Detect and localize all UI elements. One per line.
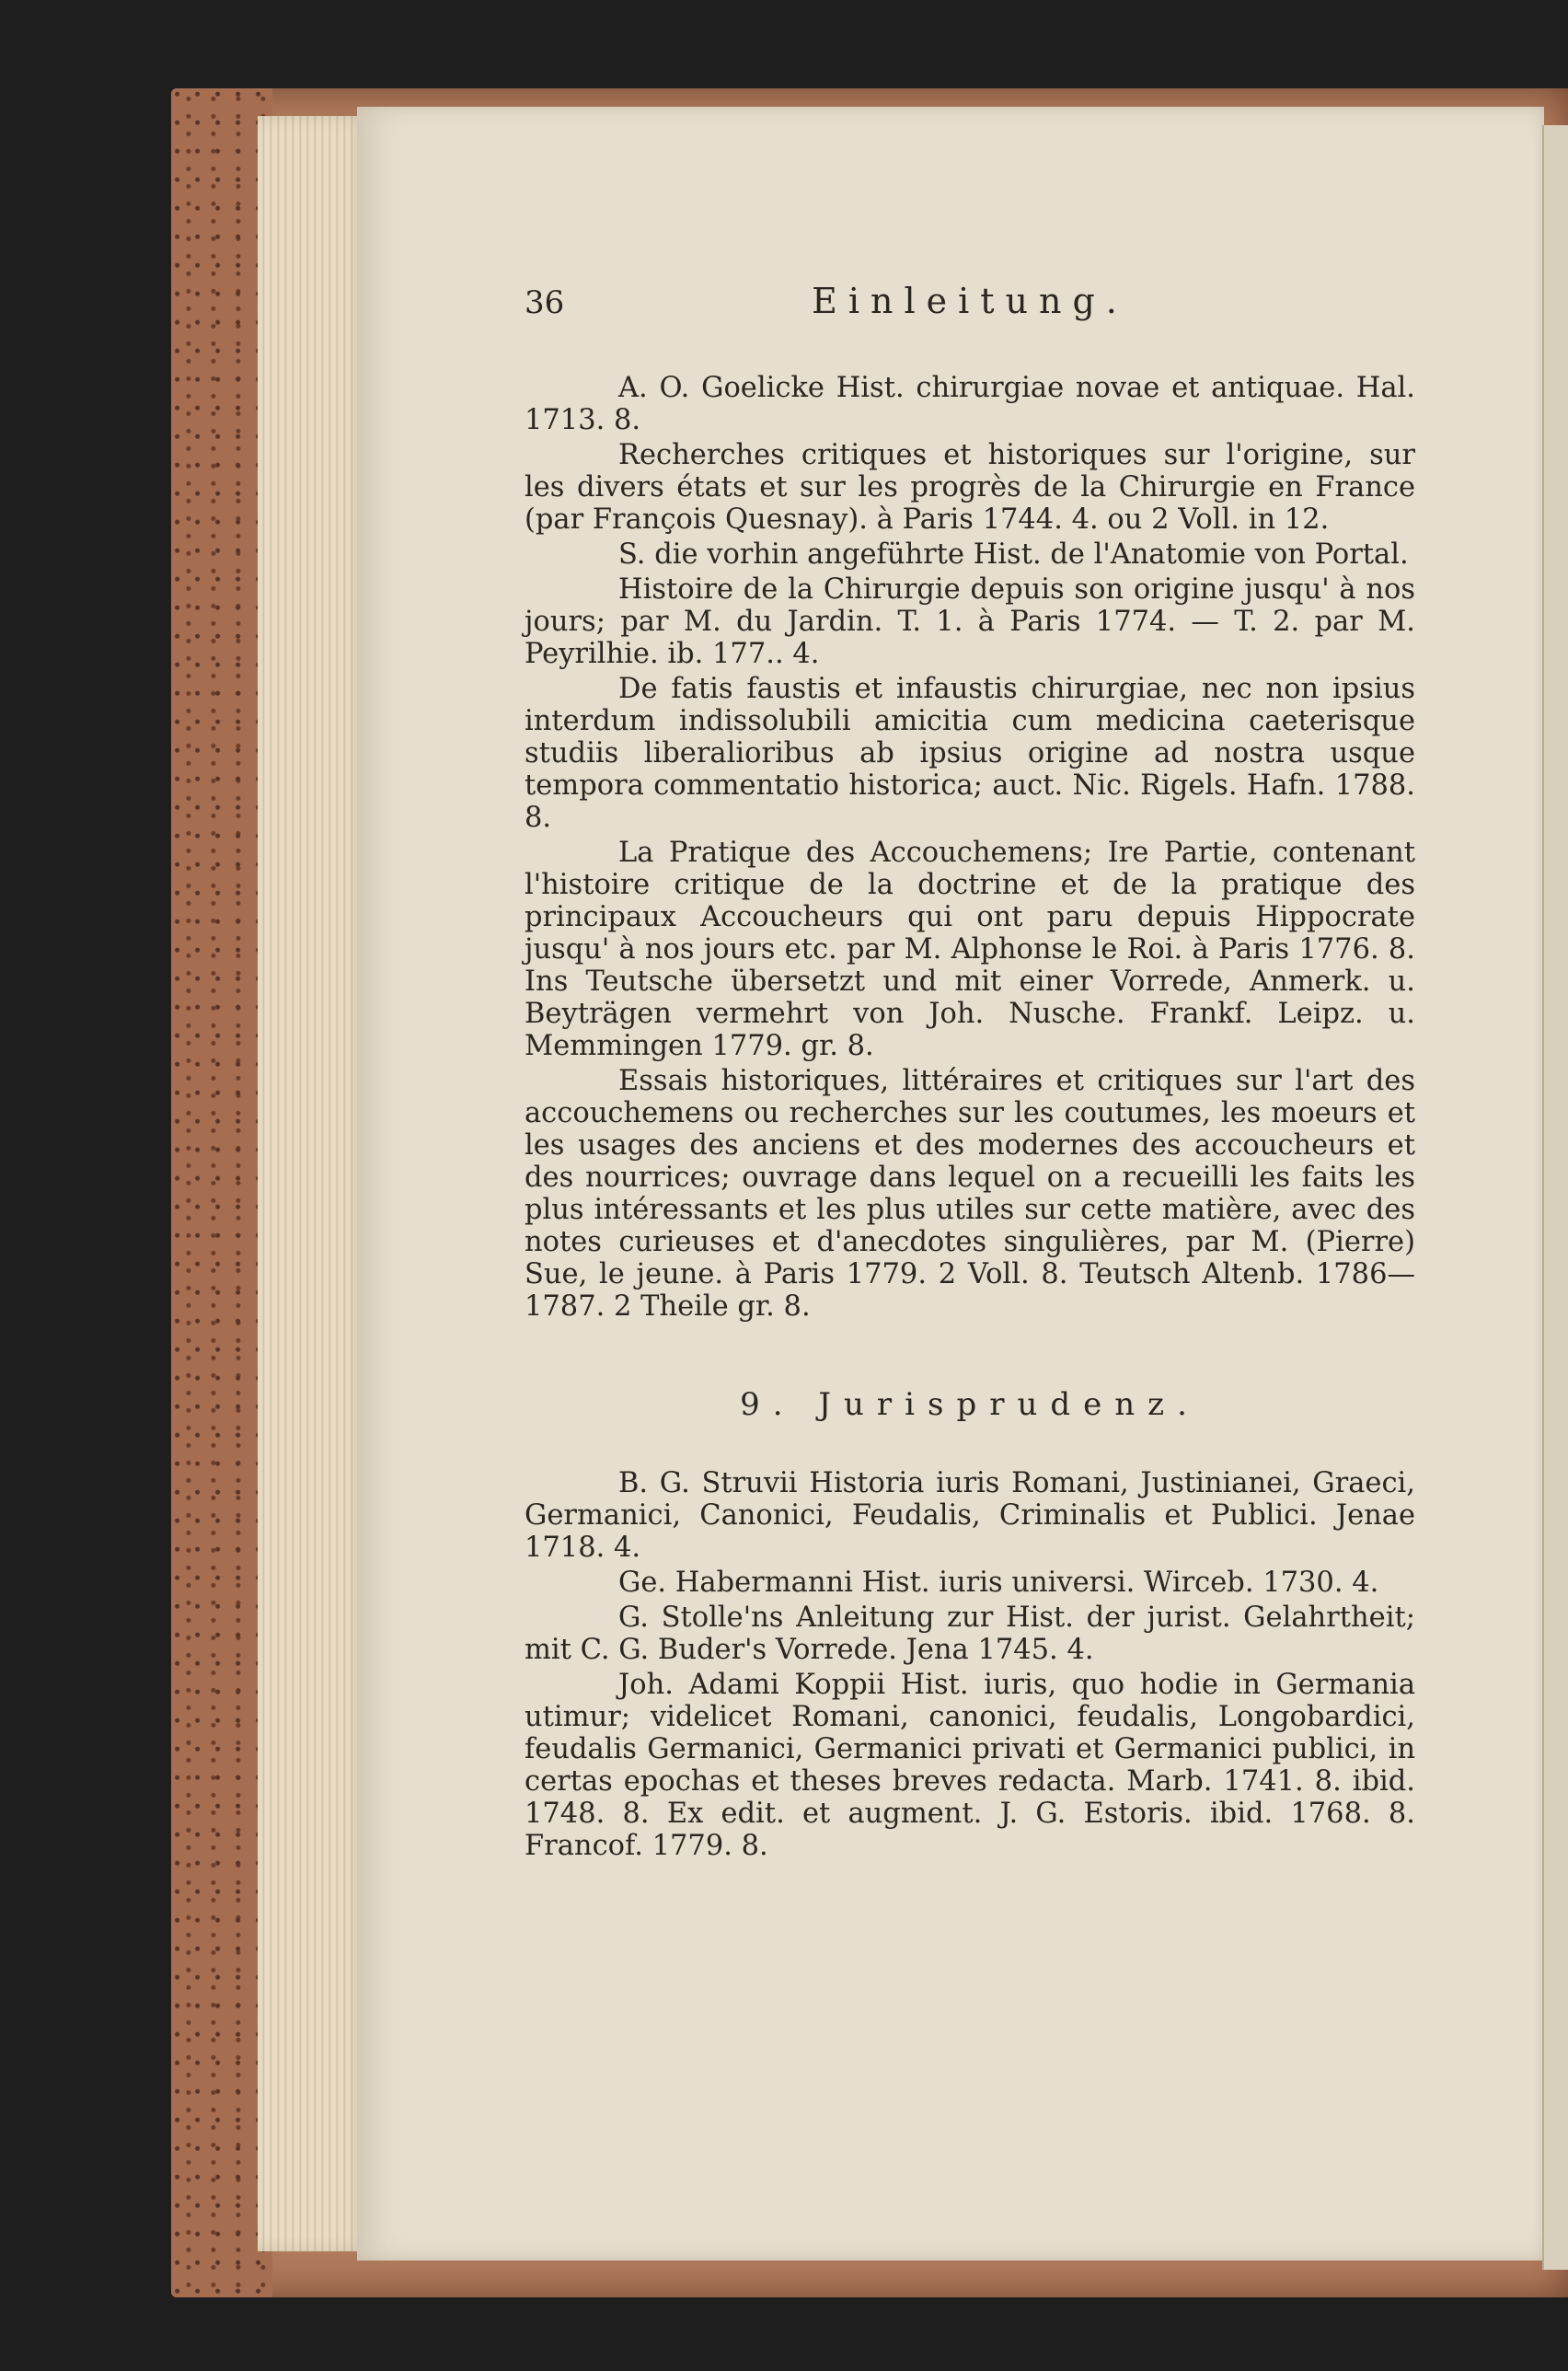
bibliography-entry: A. O. Goelicke Hist. chirurgiae novae et antiquae. Hal. 1713. 8. [525, 372, 1415, 436]
bibliography-entry: Ge. Habermanni Hist. iuris universi. Wirceb. 1730. 4. [618, 1567, 1379, 1599]
running-title: Einleitung. [812, 281, 1128, 321]
bibliography-entry: S. die vorhin angeführte Hist. de l'Anatomie von Portal. [618, 538, 1409, 571]
page-edges [258, 116, 368, 2251]
bibliography-entry: Essais historiques, littéraires et critiques sur l'art des accouchemens ou recherches sur les coutumes, les moeurs et les usages des anciens et des modernes des accoucheurs et des nourrices; ouvrage dans lequel on a recueilli les faits les plus intéressants et les plus utiles sur cette matière, avec des notes curieuses et d'anecdotes singulières, par M. (Pierre) Sue, le jeune. à Paris 1779. 2 Voll. 8. Teutsch Altenb. 1786—1787. 2 Theile gr. 8. [525, 1065, 1415, 1323]
bibliography-entry: G. Stolle'ns Anleitung zur Hist. der jurist. Gelahrtheit; mit C. G. Buder's Vorrede. Jena 1745. 4. [525, 1602, 1415, 1666]
running-header [525, 281, 1415, 341]
page-number: 36 [525, 284, 565, 321]
bibliography-entry: B. G. Struvii Historia iuris Romani, Justinianei, Graeci, Germanici, Canonici, Feudalis, Criminalis et Publici. Jenae 1718. 4. [525, 1467, 1415, 1564]
bibliography-entry: Joh. Adami Koppii Hist. iuris, quo hodie in Germania utimur; videlicet Romani, canonici, feudalis, Longobardici, feudalis Germanici, Germanici privati et Germanici publici, in certas epochas et theses breves redacta. Marb. 1741. 8. ibid. 1748. 8. Ex edit. et augment. J. G. Estoris. ibid. 1768. 8. Francof. 1779. 8. [525, 1669, 1415, 1862]
bibliography-entry: De fatis faustis et infaustis chirurgiae, nec non ipsius interdum indissolubili amicitia cum medicina caeterisque studiis liberalioribus ab ipsius origine ad nostra usque tempora commentatio historica; auct. Nic. Rigels. Hafn. 1788. 8. [525, 673, 1415, 834]
bibliography-entry: Recherches critiques et historiques sur l'origine, sur les divers états et sur les progrès de la Chirurgie en France (par François Quesnay). à Paris 1744. 4. ou 2 Voll. in 12. [525, 439, 1415, 536]
section-heading: 9. Jurisprudenz. [740, 1386, 1200, 1423]
page-text [525, 281, 1415, 1865]
facing-page-edge [1542, 125, 1568, 2270]
bibliography-entry: La Pratique des Accouchemens; Ire Partie, contenant l'histoire critique de la doctrine et de la pratique des principaux Accoucheurs qui ont paru depuis Hippocrate jusqu' à nos jours etc. par M. Alphonse le Roi. à Paris 1776. 8. Ins Teutsche übersetzt und mit einer Vorrede, Anmerk. u. Beyträgen vermehrt von Joh. Nusche. Frankf. Leipz. u. Memmingen 1779. gr. 8. [525, 837, 1415, 1062]
bibliography-entry: Histoire de la Chirurgie depuis son origine jusqu' à nos jours; par M. du Jardin. T. 1. à Paris 1774. — T. 2. par M. Peyrilhie. ib. 177.. 4. [525, 573, 1415, 670]
